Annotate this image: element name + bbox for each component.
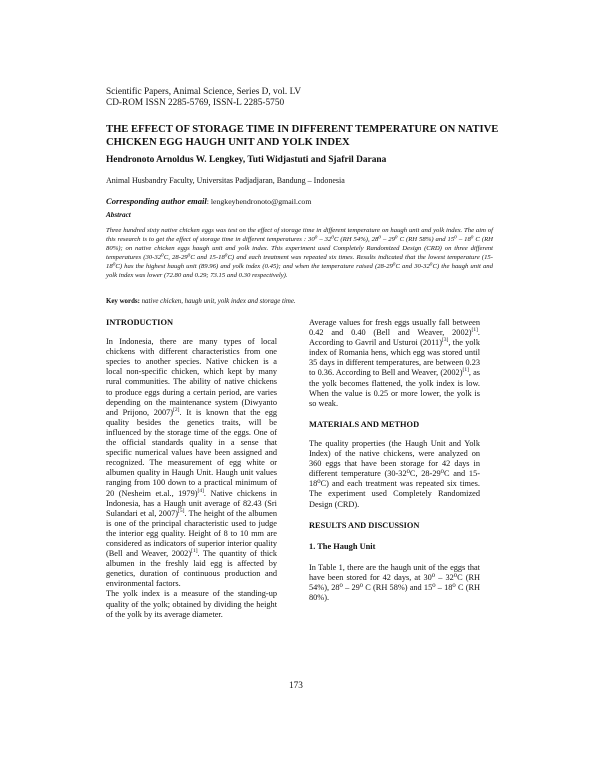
haugh-unit-heading: 1. The Haugh Unit: [309, 541, 376, 551]
journal-issn-line: CD-ROM ISSN 2285-5769, ISSN-L 2285-5750: [106, 98, 285, 108]
abstract-text: Three hundred sixty native chicken eggs was test on the effect of storage time in different temperature on haugh unit and yolk index. The aim of this research is to get the effect of storage time in different temperatures : 30⁰ – 32⁰C (RH 54%), 28⁰ – 29⁰ C (RH 58%) and 15⁰ – 18⁰ C (RH 80%); on native chicken eggs haugh unit and yolk index. This experiment used Completely Randomized Design (CRD) on three different temperatures (30-32⁰C, 28-29⁰C and 15-18⁰C) and each treatment was repeated six times. Results indicated that the lowest temperature (15-18⁰C) has the highest haugh unit (89.96) and yolk index (0.45); and when the temperature raised (28-29⁰C and 30-32⁰C) the haugh unit and yolk index was lower (72.80 and 0.29; 73.15 and 0.30 respectively).: [106, 227, 493, 279]
corresponding-email: : lengkeyhendronoto@gmail.com: [206, 197, 312, 206]
keywords-text: native chicken, haugh unit, yolk index and storage time.: [139, 298, 296, 305]
journal-series-line: Scientific Papers, Animal Science, Series D, vol. LV: [106, 87, 302, 97]
results-discussion-heading: RESULTS AND DISCUSSION: [309, 520, 420, 530]
yolk-index-paragraph: Average values for fresh eggs usually fall between 0.42 and 0.40 (Bell and Weaver, 2002)[1]. According to Gavril and Usturoi (2011)[3], the yolk index of Romania hens, which egg was stored until 35 days in different temperatures, are between 0.23 to 0.36. According to Bell and Weaver, (2002)[1], as the yolk becomes flattened, the yolk index is low. When the value is 0.25 or more lower, the yolk is so weak.: [309, 318, 481, 408]
materials-method-text: The quality properties (the Haugh Unit and Yolk Index) of the native chickens, were analyzed on 360 eggs that have been storage for 42 days in different temperature (30-32⁰C, 28-29⁰C and 15-18⁰C) and each treatment was repeated six times. The experiment used Completely Randomized Design (CRD).: [309, 438, 480, 509]
introduction-paragraph-1: In Indonesia, there are many types of local chickens with different characteristics from one species to another species. Native chicken is a local non-specific chicken, which kept by many rural communities. The ability of native chickens to produce eggs during a certain period, are varies depending on the maintenance system (Diwyanto and Prijono, 2007)[2]. It is known that the egg quality besides the genetics traits, will be influenced by the storage time of the eggs. One of the official standards quality in a sense that specific numerical values have been assigned and recognized. The measurement of egg white or albumen quality in Haugh Unit. Haugh unit values ranging from 100 down to a practical minimum of 20 (Nesheim et.al., 1979)[4]. Native chickens in Indonesia, has a Haugh unit average of 82.43 (Sri Sulandari et al, 2007)[5]. The height of the albumen is one of the principal characteristic used to judge the interior egg quality. Height of 8 to 10 mm are considered as indicators of superior interior quality (Bell and Weaver, 2002)[1]. The quantity of thick albumen in the freshly laid egg is affected by genetics, duration of continuous production and environmental factors.: [106, 337, 277, 589]
paper-title: THE EFFECT OF STORAGE TIME IN DIFFERENT TEMPERATURE ON NATIVE CHICKEN EGG HAUGH UNIT AND YOLK INDEX: [106, 124, 499, 148]
right-column: [309, 318, 480, 603]
left-column: [106, 318, 277, 620]
citation-ref: [1]: [462, 367, 469, 374]
affiliation: Animal Husbandry Faculty, Universitas Padjadjaran, Bandung – Indonesia: [106, 176, 345, 185]
journal-header: [106, 87, 526, 109]
citation-ref: [5]: [178, 507, 185, 514]
introduction-heading: INTRODUCTION: [106, 318, 174, 327]
page-number: 173: [289, 681, 303, 691]
materials-method-heading: MATERIALS AND METHOD: [309, 419, 420, 429]
corresponding-author-label: Corresponding author email: [106, 196, 207, 206]
haugh-unit-text: In Table 1, there are the haugh unit of the eggs that have been stored for 42 days, at 30⁰ – 32⁰C (RH 54%), 28⁰ – 29⁰ C (RH 58%) and 15⁰ – 18⁰ C (RH 80%).: [309, 562, 480, 603]
author-list: Hendronoto Arnoldus W. Lengkey, Tuti Widjastuti and Sjafril Darana: [106, 155, 387, 165]
abstract-heading: Abstract: [106, 211, 131, 219]
citation-ref: [2]: [173, 406, 180, 413]
corresponding-author: [106, 196, 311, 206]
citation-ref: [1]: [191, 548, 198, 555]
keywords: [106, 298, 296, 305]
introduction-paragraph-2: The yolk index is a measure of the standing-up quality of the yolk; obtained by dividing the height of the yolk by its average diameter.: [106, 589, 277, 619]
citation-ref: [4]: [197, 487, 204, 494]
keywords-label: Key words:: [106, 298, 140, 305]
citation-ref: [3]: [441, 337, 449, 344]
citation-ref: [1]: [471, 327, 478, 334]
